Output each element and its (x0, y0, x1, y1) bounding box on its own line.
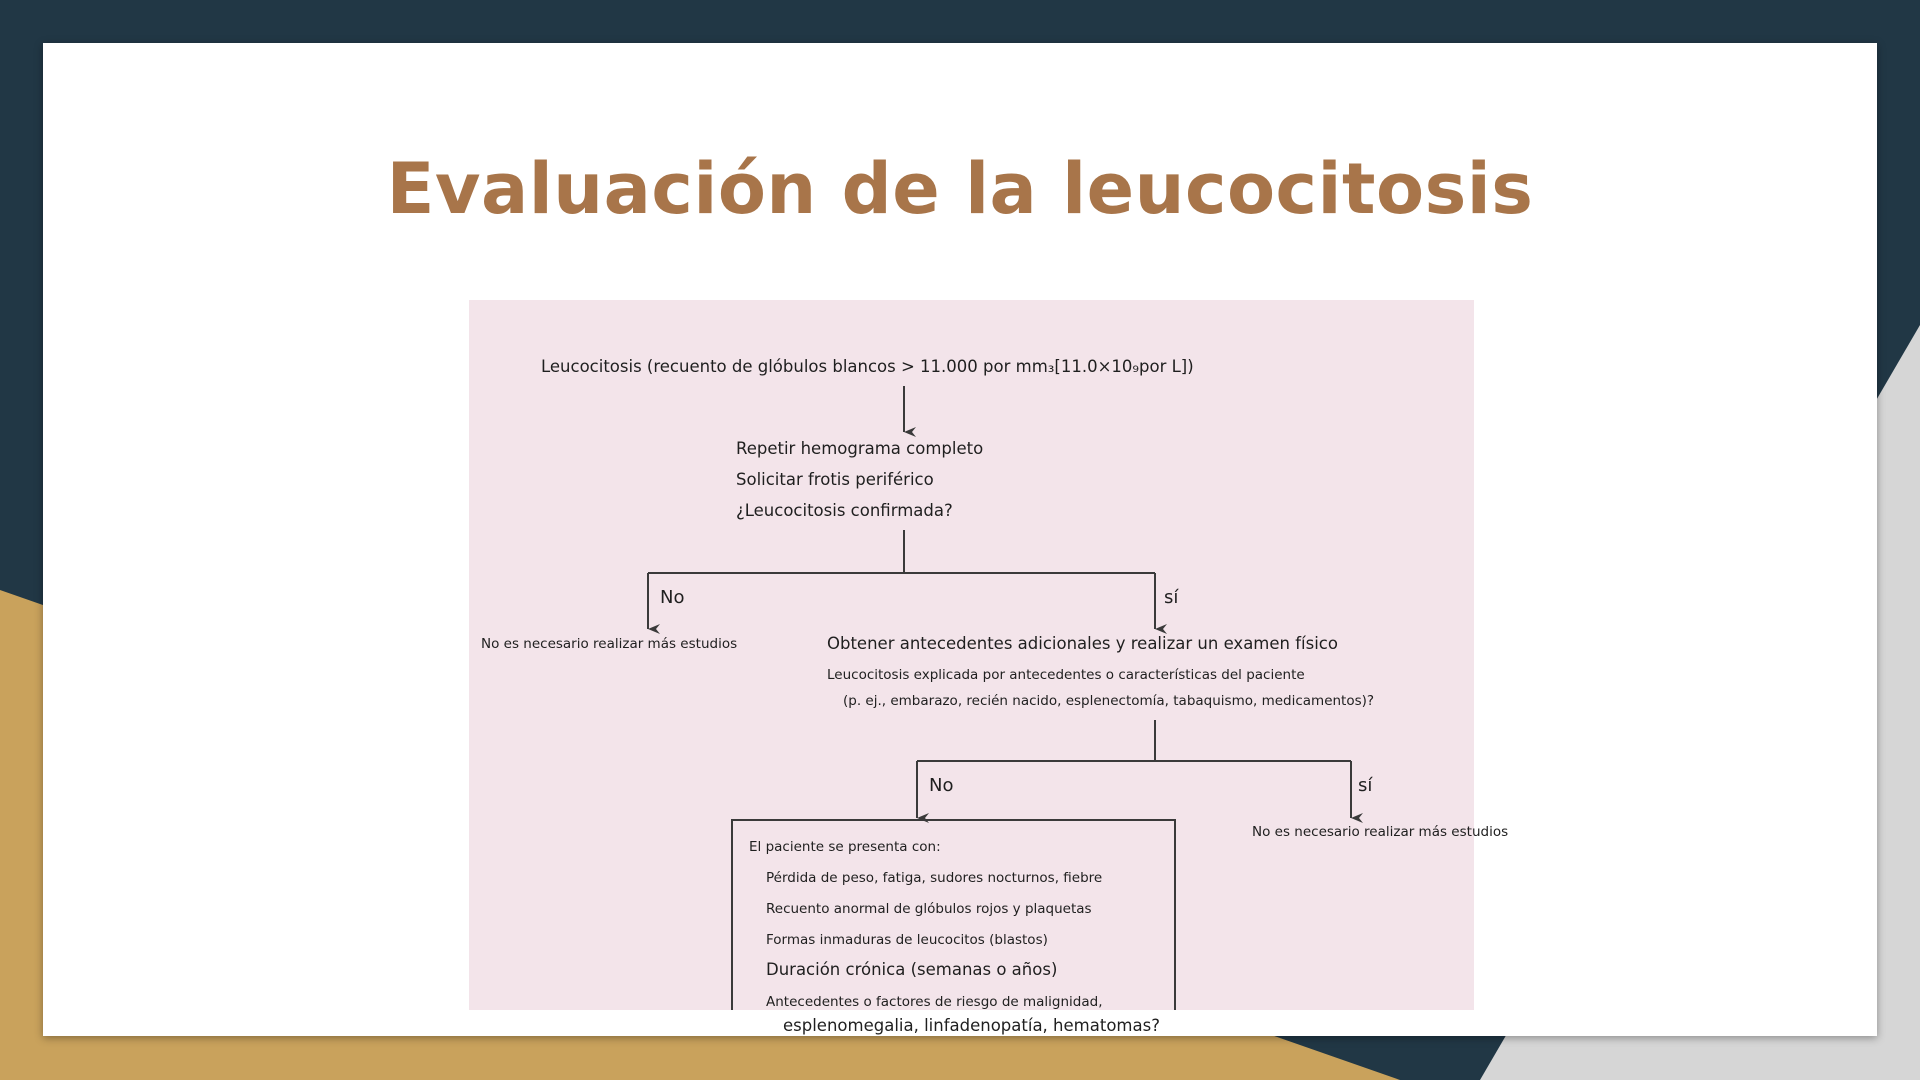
step1-line1: Repetir hemograma completo (736, 439, 984, 458)
box-item: Duración crónica (semanas o años) (766, 960, 1058, 979)
step2-line2: Leucocitosis explicada por antecedentes o características del paciente (827, 667, 1305, 683)
branch1-no-label: No (660, 587, 685, 608)
box-item: Formas inmaduras de leucocitos (blastos) (766, 932, 1048, 948)
slide (43, 43, 1877, 1036)
step2-line1: Obtener antecedentes adicionales y realizar un examen físico (827, 634, 1338, 653)
start-node: Leucocitosis (recuento de glóbulos blancos > 11.000 por mm₃[11.0×10₉por L]) (541, 357, 1194, 376)
box-item: Pérdida de peso, fatiga, sudores nocturnos, fiebre (766, 870, 1103, 886)
branch2-yes-result: No es necesario realizar más estudios (1252, 824, 1509, 840)
step1-question: ¿Leucocitosis confirmada? (736, 501, 953, 520)
step2-question: (p. ej., embarazo, recién nacido, esplenectomía, tabaquismo, medicamentos)? (843, 693, 1375, 709)
box-item: Recuento anormal de glóbulos rojos y plaquetas (766, 901, 1092, 917)
flowchart-figure (469, 300, 1509, 1035)
branch2-no-label: No (929, 775, 954, 796)
box-item: Antecedentes o factores de riesgo de malignidad, (766, 994, 1103, 1010)
branch1-yes-label: sí (1164, 587, 1179, 608)
step1-line2: Solicitar frotis periférico (736, 470, 934, 489)
slide-title: Evaluación de la leucocitosis (386, 148, 1534, 230)
branch1-no-result: No es necesario realizar más estudios (481, 636, 738, 652)
box-item: esplenomegalia, linfadenopatía, hematomas? (783, 1016, 1160, 1035)
branch2-yes-label: sí (1358, 775, 1373, 796)
box-header: El paciente se presenta con: (749, 839, 941, 855)
